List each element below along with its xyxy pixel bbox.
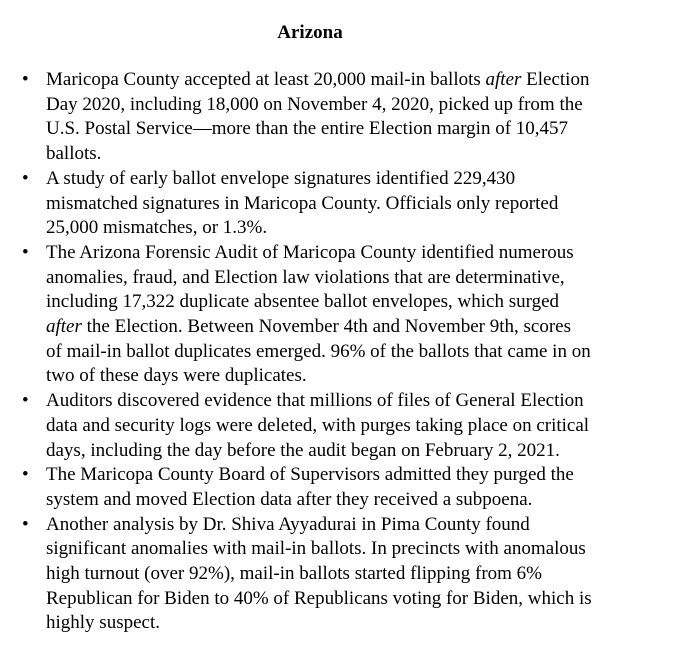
text-line: mismatched signatures in Maricopa County. Officials only reported <box>46 192 559 214</box>
text-line: Day 2020, including 18,000 on November 4, 2020, picked up from the <box>46 93 583 115</box>
bullet-text <box>46 241 632 389</box>
bullet-item <box>22 241 632 389</box>
text-line: U.S. Postal Service—more than the entire Election margin of 10,457 <box>46 118 569 140</box>
text-line: Republican for Biden to 40% of Republicans voting for Biden, which is <box>46 587 592 609</box>
bullet-text <box>46 463 632 512</box>
text-line: two of these days were duplicates. <box>46 365 307 387</box>
text-line: anomalies, fraud, and Election law violations that are determinative, <box>46 266 565 288</box>
text-line: The Maricopa County Board of Supervisors admitted they purged the <box>46 464 574 486</box>
text-line: system and moved Election data after they received a subpoena. <box>46 488 533 510</box>
text-run: the Election. Between November 4th and November 9th, scores <box>81 316 571 338</box>
bullet-item <box>22 513 632 637</box>
section-title: Arizona <box>277 22 343 43</box>
text-line: significant anomalies with mail-in ballots. In precincts with anomalous <box>46 538 586 560</box>
text-line: 25,000 mismatches, or 1.3%. <box>46 217 268 239</box>
text-line: ballots. <box>46 143 102 165</box>
text-run: Maricopa County accepted at least 20,000 mail-in ballots <box>46 69 486 90</box>
text-line: of mail-in ballot duplicates emerged. 96% of the ballots that came in on <box>46 340 591 362</box>
bullet-item <box>22 389 632 463</box>
bullet-text <box>46 167 632 241</box>
text-line: days, including the day before the audit began on February 2, 2021. <box>46 439 560 461</box>
text-line <box>46 315 632 340</box>
text-line: The Arizona Forensic Audit of Maricopa County identified numerous <box>46 241 574 263</box>
bullet-text <box>46 68 632 167</box>
text-line: including 17,322 duplicate absentee ballot envelopes, which surged <box>46 291 560 313</box>
text-line: A study of early ballot envelope signatures identified 229,430 <box>46 167 516 189</box>
bullet-icon: • <box>22 390 29 412</box>
bullet-text <box>46 389 632 463</box>
bullet-icon: • <box>22 69 29 90</box>
text-line: data and security logs were deleted, with purges taking place on critical <box>46 414 590 436</box>
bullet-list <box>22 68 632 636</box>
bullet-icon: • <box>22 464 29 486</box>
text-line: Auditors discovered evidence that millions of files of General Election <box>46 390 584 412</box>
text-line <box>46 68 632 93</box>
text-line: Another analysis by Dr. Shiva Ayyadurai in Pima County found <box>46 513 530 535</box>
text-line: highly suspect. <box>46 612 160 634</box>
text-run: Election <box>521 69 590 90</box>
bullet-item <box>22 68 632 167</box>
bullet-icon: • <box>22 513 29 535</box>
text-line: high turnout (over 92%), mail-in ballots started flipping from 6% <box>46 563 543 585</box>
bullet-item <box>22 463 632 512</box>
bullet-item <box>22 167 632 241</box>
bullet-icon: • <box>22 167 29 189</box>
italic-text: after <box>485 69 522 90</box>
bullet-text <box>46 513 632 637</box>
bullet-icon: • <box>22 241 29 263</box>
italic-text: after <box>46 316 82 338</box>
